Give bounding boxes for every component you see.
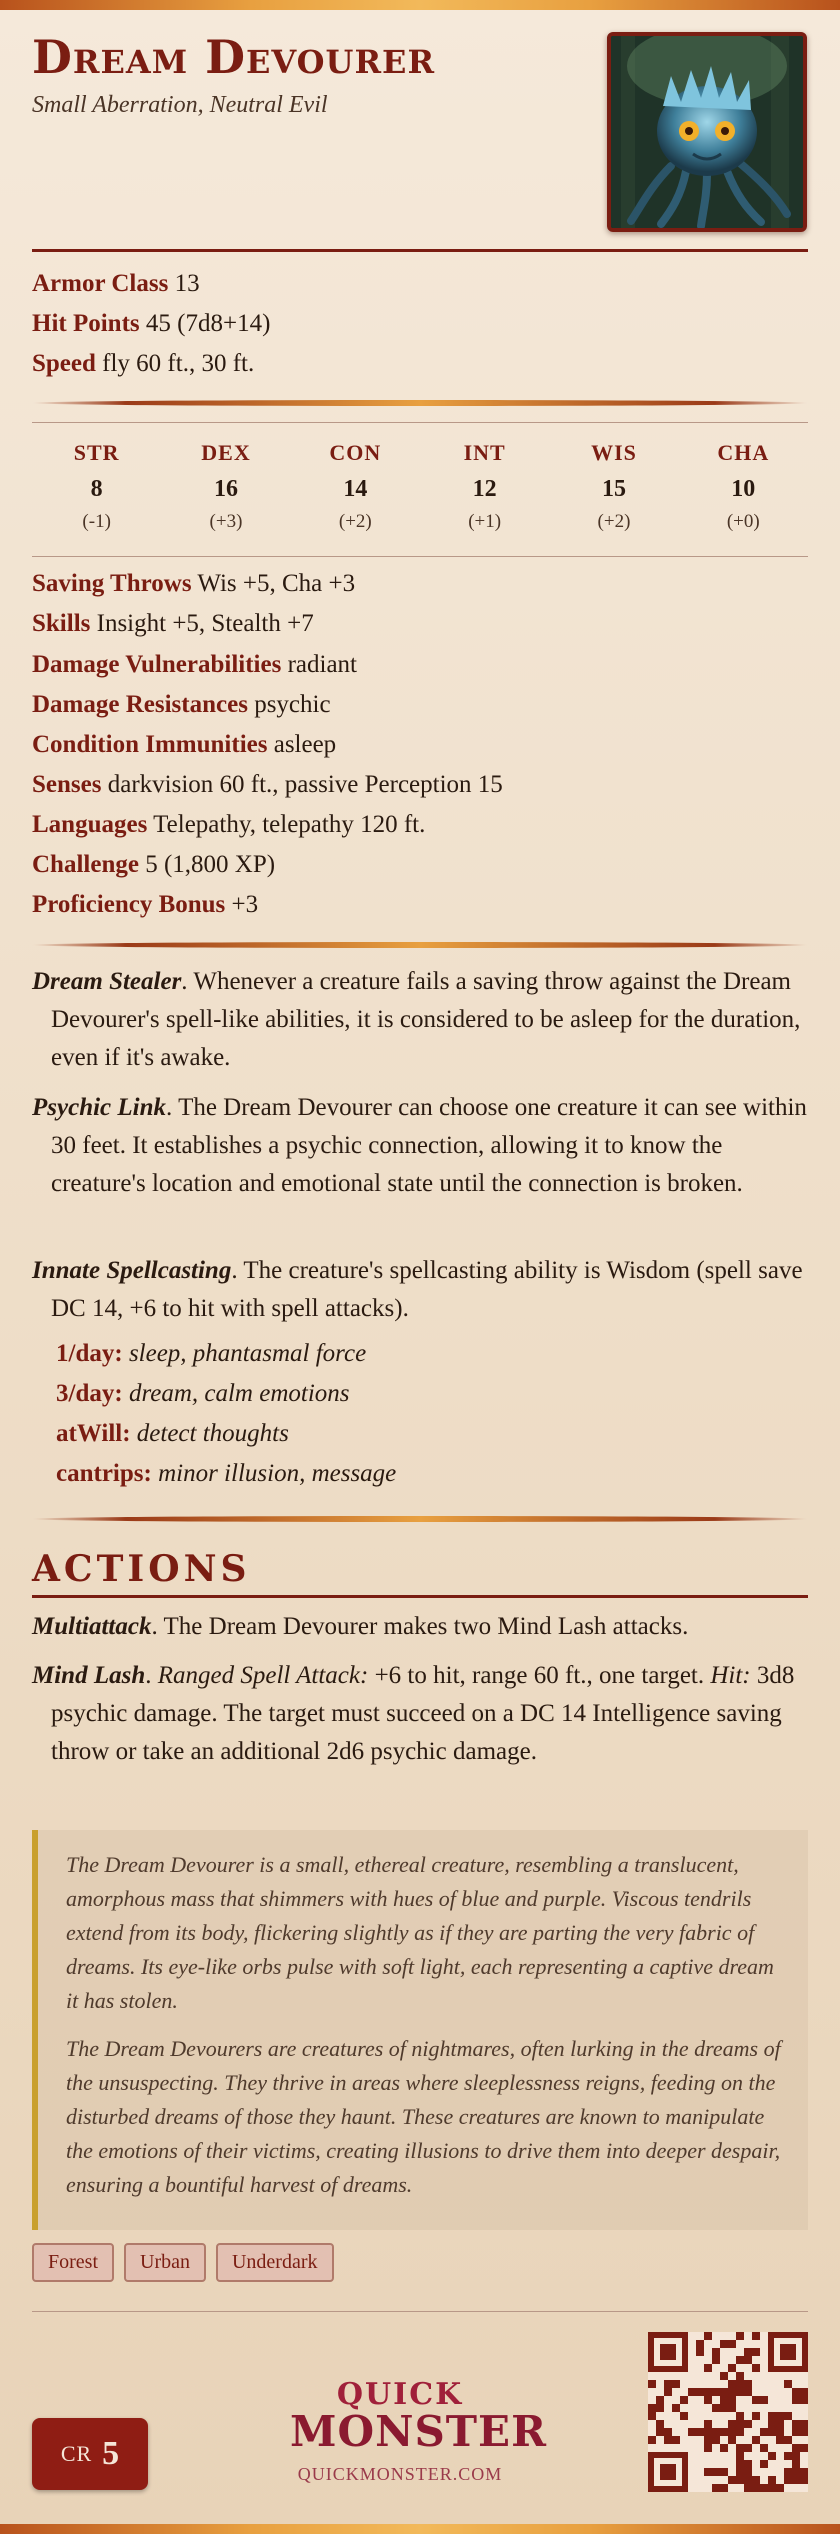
detail-value: Insight +5, Stealth +7 bbox=[96, 610, 314, 637]
actions-heading: ACTIONS bbox=[32, 1548, 251, 1590]
hit-text: 3d8 psychic damage. The target must succeed on a DC 14 Intelligence saving throw or take an additional 2d6 psychic damage. bbox=[51, 1662, 795, 1765]
detail-value: +3 bbox=[231, 891, 259, 918]
site-url[interactable]: QUICKMONSTER.COM bbox=[297, 2464, 503, 2484]
hit-points-label: Hit Points bbox=[32, 310, 140, 337]
spell-list: dream, calm emotions bbox=[128, 1380, 350, 1407]
top-border bbox=[0, 0, 840, 10]
bottom-border bbox=[0, 2524, 840, 2534]
trait-psychic-link bbox=[32, 1089, 808, 1203]
trait-name: Dream Stealer bbox=[32, 968, 182, 995]
ability-cha bbox=[679, 440, 808, 533]
detail-value: 5 (1,800 XP) bbox=[145, 851, 276, 878]
detail-value: asleep bbox=[273, 731, 337, 758]
ability-top-rule bbox=[32, 422, 808, 423]
armor-class bbox=[32, 270, 200, 298]
tag-underdark[interactable]: Underdark bbox=[216, 2243, 334, 2282]
quick-monster-logo[interactable] bbox=[290, 2377, 547, 2485]
ability-score: 10 bbox=[731, 476, 756, 502]
detail-label: Damage Resistances bbox=[32, 691, 248, 718]
speed-value: fly 60 ft., 30 ft. bbox=[102, 350, 255, 377]
detail-label: Challenge bbox=[32, 851, 139, 878]
ability-score: 16 bbox=[213, 476, 238, 502]
cr-label: CR bbox=[60, 2441, 93, 2466]
detail-label: Senses bbox=[32, 771, 102, 798]
action-name: Multiattack bbox=[32, 1613, 152, 1640]
ability-modifier: (+2) bbox=[338, 511, 372, 532]
spell-frequency: cantrips: bbox=[56, 1460, 152, 1487]
hit-label: Hit: bbox=[710, 1662, 751, 1689]
section-divider bbox=[32, 400, 808, 406]
trait-innate-spellcasting bbox=[32, 1252, 808, 1328]
logo-line-1: QUICK bbox=[336, 2377, 464, 2412]
ability-bottom-rule bbox=[32, 556, 808, 557]
action-name: Mind Lash bbox=[32, 1662, 146, 1689]
detail-label: Saving Throws bbox=[32, 570, 192, 597]
ability-modifier: (-1) bbox=[82, 511, 111, 532]
trait-text: . The Dream Devourer can choose one creature it can see within 30 feet. It establishes a psychic connection, allowing it to know the creature's location and emotional state until the connection is broken. bbox=[51, 1094, 807, 1197]
ability-scores bbox=[32, 440, 808, 533]
spell-line bbox=[56, 1340, 366, 1368]
detail-value: Wis +5, Cha +3 bbox=[197, 570, 356, 597]
spell-line bbox=[56, 1460, 396, 1488]
detail-value: darkvision 60 ft., passive Perception 15 bbox=[107, 771, 503, 798]
ability-label: WIS bbox=[591, 440, 637, 465]
tag-urban[interactable]: Urban bbox=[124, 2243, 206, 2282]
lore-paragraph: The Dream Devourers are creatures of nightmares, often lurking in the dreams of the unsuspecting. They thrive in areas where sleeplessness reigns, feeding on the disturbed dreams of those they haunt. These creatures are known to manipulate the emotions of their victims, creating illusions to drive them into deeper despair, ensuring a bountiful harvest of dreams. bbox=[66, 2036, 781, 2197]
action-text: . The Dream Devourer makes two Mind Lash attacks. bbox=[151, 1613, 689, 1640]
ability-label: CON bbox=[329, 440, 382, 465]
saving-throws bbox=[32, 570, 355, 598]
challenge-rating-badge bbox=[32, 2418, 148, 2490]
detail-value: Telepathy, telepathy 120 ft. bbox=[153, 811, 426, 838]
spell-list: minor illusion, message bbox=[158, 1460, 397, 1487]
detail-label: Condition Immunities bbox=[32, 731, 268, 758]
damage-vulnerabilities bbox=[32, 651, 357, 679]
languages bbox=[32, 811, 425, 839]
senses bbox=[32, 771, 503, 799]
actions-divider bbox=[32, 1595, 808, 1598]
ability-score: 12 bbox=[472, 476, 497, 502]
action-mind-lash: Mind Lash. Ranged Spell Attack: +6 to hit, range 60 ft., one target. Hit: 3d8 psychic damage. The target must succeed on a DC 14 Intelligence saving throw or take an additional 2d6 psychic damage. bbox=[32, 1662, 795, 1765]
detail-label: Languages bbox=[32, 811, 148, 838]
detail-label: Skills bbox=[32, 610, 91, 637]
action-multiattack bbox=[32, 1608, 808, 1646]
ability-modifier: (+1) bbox=[468, 511, 502, 532]
proficiency-bonus bbox=[32, 891, 258, 919]
ability-int bbox=[420, 440, 549, 533]
damage-resistances bbox=[32, 691, 331, 719]
spell-frequency: atWill: bbox=[56, 1420, 131, 1447]
detail-label: Damage Vulnerabilities bbox=[32, 651, 282, 678]
creature-illustration-icon bbox=[611, 36, 803, 228]
trait-text: . Whenever a creature fails a saving throw against the Dream Devourer's spell-like abilities, it is considered to be asleep for the duration, even if it's awake. bbox=[51, 968, 801, 1071]
speed bbox=[32, 350, 254, 378]
spell-list: detect thoughts bbox=[136, 1420, 289, 1447]
ability-str bbox=[32, 440, 161, 533]
section-divider bbox=[32, 1516, 808, 1522]
detail-label: Proficiency Bonus bbox=[32, 891, 226, 918]
logo-line-2: MONSTER bbox=[290, 2407, 547, 2456]
monster-type: Small Aberration, Neutral Evil bbox=[32, 92, 328, 118]
ability-label: INT bbox=[463, 440, 506, 465]
spell-frequency: 3/day: bbox=[56, 1380, 123, 1407]
attack-type: Ranged Spell Attack: bbox=[157, 1662, 369, 1689]
ability-score: 15 bbox=[601, 476, 626, 502]
detail-value: radiant bbox=[287, 651, 357, 678]
spell-line bbox=[56, 1380, 350, 1408]
attack-text: +6 to hit, range 60 ft., one target. bbox=[368, 1662, 705, 1689]
footer-divider bbox=[32, 2311, 808, 2312]
condition-immunities bbox=[32, 731, 336, 759]
lore-box bbox=[32, 1830, 808, 2230]
hit-points-value: 45 (7d8+14) bbox=[145, 310, 271, 337]
ability-label: CHA bbox=[717, 440, 770, 465]
detail-value: psychic bbox=[254, 691, 331, 718]
tag-forest[interactable]: Forest bbox=[32, 2243, 114, 2282]
monster-header bbox=[32, 30, 612, 119]
ability-label: STR bbox=[73, 440, 120, 465]
ability-score: 14 bbox=[343, 476, 368, 502]
ability-wis bbox=[549, 440, 678, 533]
monster-portrait bbox=[607, 32, 807, 232]
speed-label: Speed bbox=[32, 350, 96, 377]
spell-frequency: 1/day: bbox=[56, 1340, 123, 1367]
ability-score: 8 bbox=[90, 476, 103, 502]
lore-paragraph: The Dream Devourer is a small, ethereal creature, resembling a translucent, amorphous mass that shimmers with hues of blue and purple. Viscous tendrils extend from its body, flickering slightly as if they are parting the very fabric of dreams. Its eye-like orbs pulse with soft light, each representing a captive dream it has stolen. bbox=[66, 1852, 774, 2013]
spell-list: sleep, phantasmal force bbox=[128, 1340, 367, 1367]
trait-name: Psychic Link bbox=[32, 1094, 167, 1121]
ability-dex bbox=[161, 440, 290, 533]
header-divider bbox=[32, 249, 808, 252]
section-divider bbox=[32, 942, 808, 948]
trait-name: Innate Spellcasting bbox=[32, 1257, 232, 1284]
cr-value: 5 bbox=[102, 2435, 120, 2472]
ability-con bbox=[291, 440, 420, 533]
monster-name: Dream Devourer bbox=[32, 30, 436, 84]
hit-points bbox=[32, 310, 270, 338]
environment-tags bbox=[32, 2243, 334, 2282]
spell-line bbox=[56, 1420, 289, 1448]
ability-label: DEX bbox=[201, 440, 251, 465]
qr-code-icon[interactable] bbox=[648, 2332, 808, 2492]
trait-dream-stealer bbox=[32, 963, 808, 1077]
armor-class-value: 13 bbox=[174, 270, 200, 297]
trait-text: . The creature's spellcasting ability is Wisdom (spell save DC 14, +6 to hit with spell attacks). bbox=[51, 1257, 803, 1322]
ability-modifier: (+3) bbox=[209, 511, 243, 532]
skills bbox=[32, 610, 314, 638]
qr-pattern bbox=[648, 2332, 808, 2492]
challenge bbox=[32, 851, 275, 879]
ability-modifier: (+0) bbox=[726, 511, 760, 532]
ability-modifier: (+2) bbox=[597, 511, 631, 532]
armor-class-label: Armor Class bbox=[32, 270, 169, 297]
